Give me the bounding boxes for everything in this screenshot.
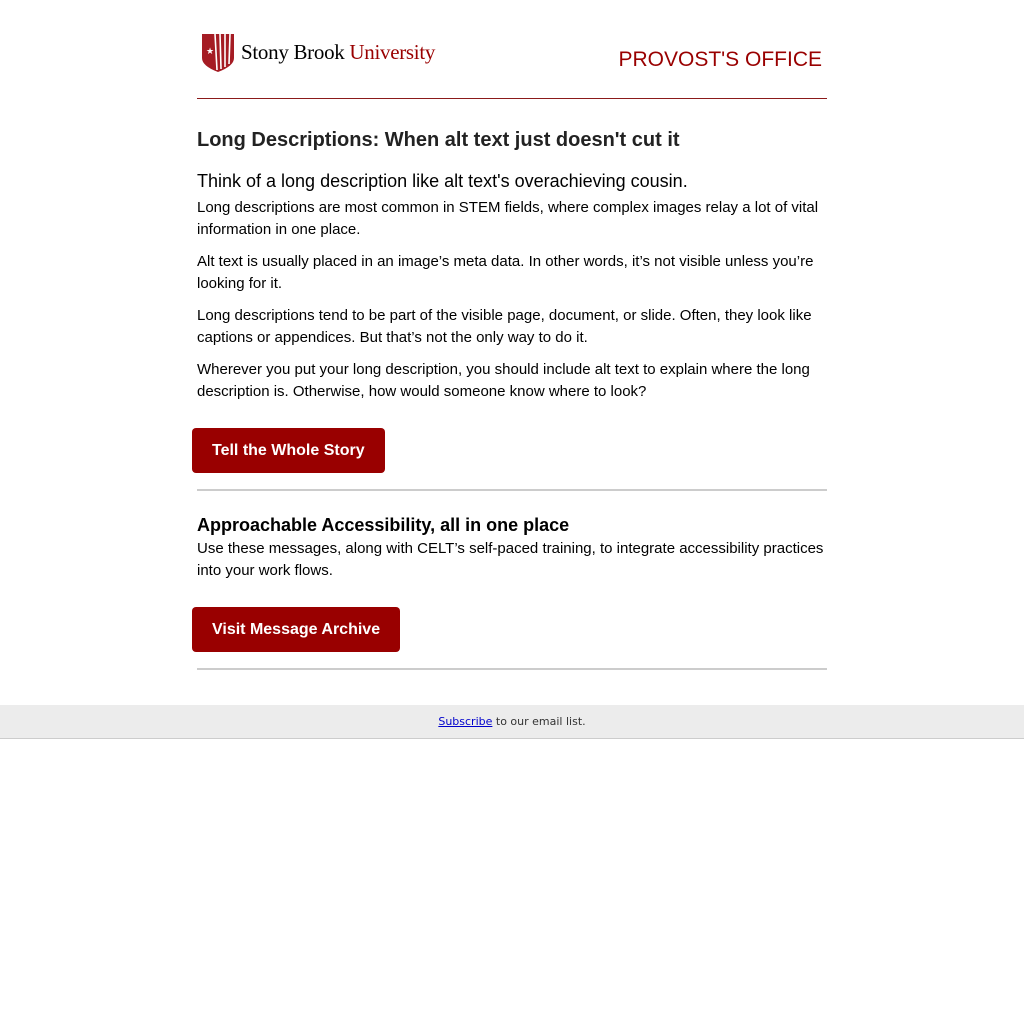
article-title: Long Descriptions: When alt text just doesn't cut it xyxy=(197,129,680,151)
logo-text-main: Stony Brook xyxy=(241,39,345,64)
accessibility-heading: Approachable Accessibility, all in one place xyxy=(197,515,570,535)
logo-text-accent: University xyxy=(349,39,436,64)
paragraph: Wherever you put your long description, you should include alt text to explain where the long description is. Otherwise, how would someone know where to look? xyxy=(197,361,810,400)
footer xyxy=(0,705,1024,739)
tell-whole-story-button[interactable]: Tell the Whole Story xyxy=(192,428,385,473)
svg-text:★: ★ xyxy=(206,46,215,56)
office-name: PROVOST'S OFFICE xyxy=(618,48,822,71)
divider xyxy=(197,668,827,670)
visit-message-archive-button[interactable]: Visit Message Archive xyxy=(192,607,400,652)
paragraph: Long descriptions tend to be part of the visible page, document, or slide. Often, they look like captions or appendices. But that’s not the only way to do it. xyxy=(197,307,812,346)
paragraph: Alt text is usually placed in an image’s meta data. In other words, it’s not visible unless you’re looking for it. xyxy=(197,253,814,292)
email-content xyxy=(197,0,827,638)
article-subtitle: Think of a long description like alt text's overachieving cousin. xyxy=(197,171,688,191)
footer-text: to our email list. xyxy=(492,715,586,728)
subscribe-link[interactable]: Subscribe xyxy=(438,715,493,728)
stony-brook-logo[interactable] xyxy=(201,32,435,72)
paragraph: Long descriptions are most common in STEM fields, where complex images relay a lot of vital information in one place. xyxy=(197,199,819,238)
header xyxy=(197,0,827,99)
accessibility-body: Use these messages, along with CELT’s self-paced training, to integrate accessibility practices into your work flows. xyxy=(197,540,824,579)
shield-logo-icon xyxy=(201,32,235,72)
divider xyxy=(197,489,827,491)
